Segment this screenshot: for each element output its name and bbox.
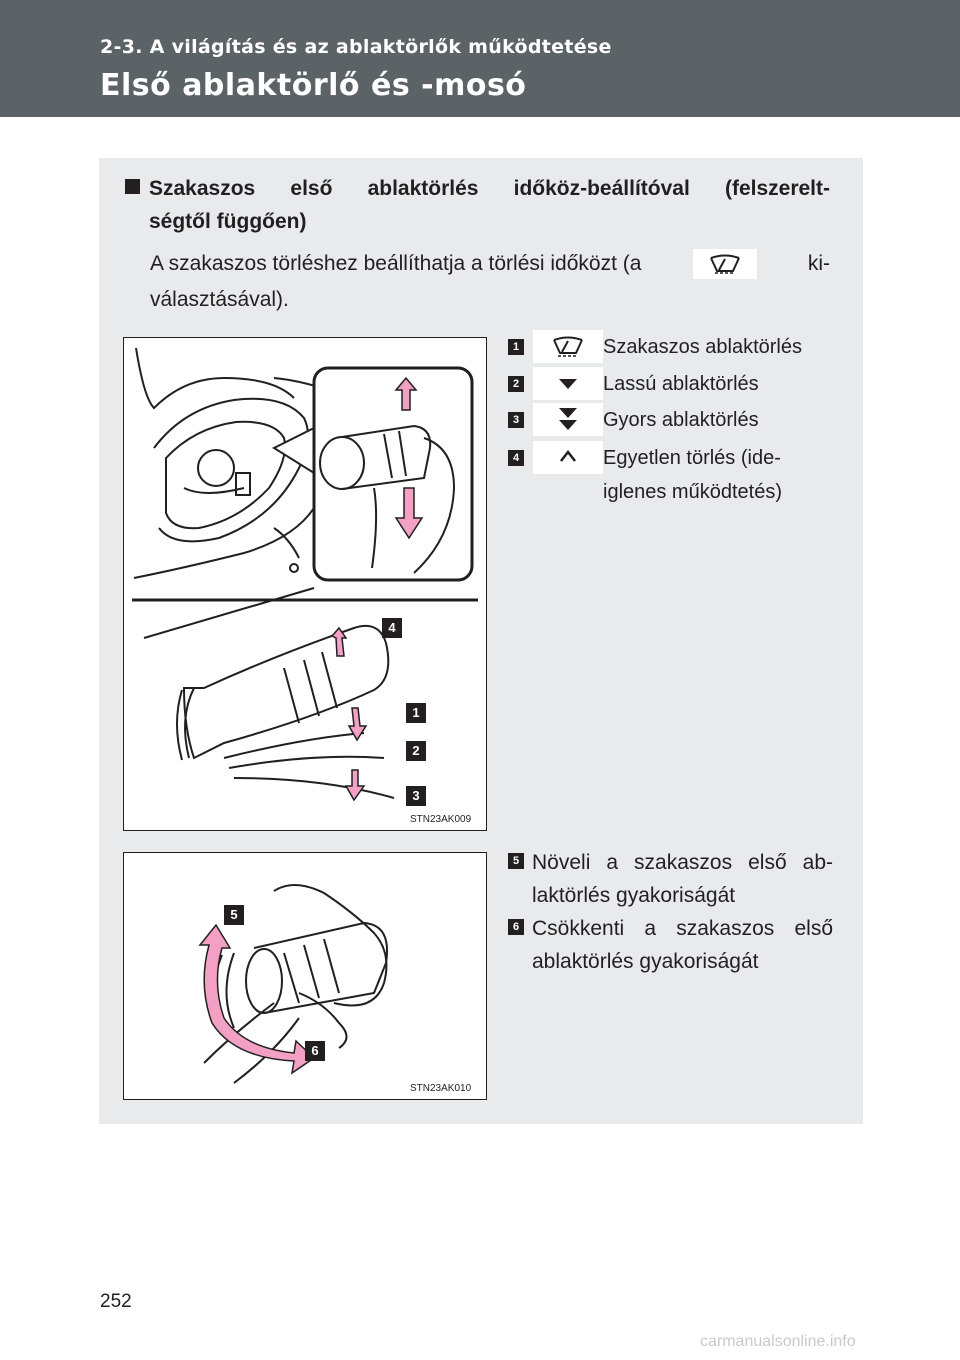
intermittent-wipe-icon — [693, 249, 757, 279]
intro-text — [150, 246, 830, 318]
legend-label: Egyetlen törlés (ide- — [603, 447, 781, 469]
desc-line1: Növeli a szakaszos első ab- — [532, 851, 833, 874]
subheading-line1: Szakaszos első ablaktörlés időköz-beállítóval (felszerelt- — [149, 177, 830, 200]
desc-line1: Csökkenti a szakaszos első — [532, 917, 833, 940]
legend-label-line1 — [603, 441, 825, 475]
legend-num: 3 — [508, 412, 524, 428]
page-title: Első ablaktörlő és -mosó — [100, 68, 527, 103]
legend-label: Szakaszos ablaktörlés — [603, 336, 802, 358]
desc-line2: ablaktörlés gyakoriságát — [532, 950, 759, 973]
square-bullet-icon — [125, 179, 140, 194]
subheading-line2: ségtől függően) — [149, 210, 307, 233]
legend-label: Gyors ablaktörlés — [603, 409, 759, 431]
chevron-up-icon — [533, 441, 603, 474]
callout-5: 5 — [224, 905, 244, 925]
legend-num: 4 — [508, 450, 524, 466]
figure-wiper-lever-overview — [123, 337, 487, 831]
double-chevron-down-icon — [533, 403, 603, 436]
desc-line2: laktörlés gyakoriságát — [532, 884, 736, 907]
desc-num: 5 — [508, 853, 524, 869]
legend-num: 1 — [508, 339, 524, 355]
figure-id: STN23AK009 — [410, 814, 472, 825]
figure-interval-adjust — [123, 852, 487, 1100]
description-6 — [508, 912, 833, 978]
subheading — [125, 172, 830, 238]
page-number: 252 — [100, 1291, 132, 1312]
section-title: 2-3. A világítás és az ablaktörlők működtetése — [100, 36, 612, 58]
figure-id: STN23AK010 — [410, 1083, 472, 1094]
callout-6: 6 — [305, 1041, 325, 1061]
interval-ring-illustration — [124, 853, 486, 1099]
description-5 — [508, 846, 833, 912]
legend-num: 2 — [508, 376, 524, 392]
wiper-lever-illustration — [124, 338, 486, 830]
legend-label-line2: iglenes működtetés) — [603, 481, 782, 503]
intro-line1: A szakaszos törléshez beállíthatja a törlési időközt (a — [150, 252, 642, 275]
intro-line1-end: ki- — [807, 252, 830, 275]
intermittent-wipe-icon — [533, 330, 603, 363]
single-chevron-down-icon — [533, 367, 603, 400]
watermark: carmanualsonline.info — [700, 1333, 856, 1350]
desc-num: 6 — [508, 919, 524, 935]
callout-3: 3 — [406, 786, 426, 806]
callout-2: 2 — [406, 741, 426, 761]
intro-line2: választásával). — [150, 288, 289, 311]
callout-4: 4 — [382, 618, 402, 638]
legend-label: Lassú ablaktörlés — [603, 373, 759, 395]
callout-1: 1 — [406, 703, 426, 723]
page-header — [0, 0, 960, 117]
